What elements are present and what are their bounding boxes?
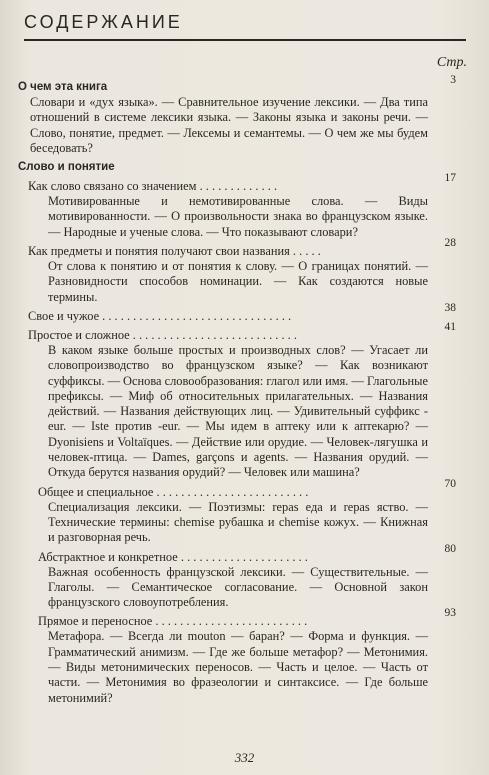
page-folio: 332: [234, 750, 255, 765]
entry-page-number: 28: [444, 237, 456, 250]
entry-page-number: 80: [444, 542, 456, 555]
entry-title: Как предметы и понятия получают свои названия . . . . .: [28, 244, 321, 259]
title-rule: [24, 39, 466, 41]
entry-title: Простое и сложное . . . . . . . . . . . . . . . . . . . . . . . . . . .: [28, 327, 297, 342]
toc-entry-indented: [18, 542, 468, 611]
section-page-number: 3: [450, 74, 456, 86]
part-title: Слово и понятие: [18, 161, 115, 174]
toc-entry-indented: [18, 607, 468, 705]
toc-entry: [18, 172, 468, 240]
section-title: О чем эта книга: [18, 81, 108, 93]
toc-entry: [18, 237, 468, 305]
entry-description: От слова к понятию и от понятия к слову. — О границах понятий. — Разновидности способов номинации. — Как создаются новые термины.: [48, 259, 428, 304]
entry-page-number: 17: [444, 172, 456, 185]
entry-page-number: 70: [444, 477, 456, 490]
entry-description: Метафора. — Всегда ли mouton — баран? — Форма и функция. — Грамматический анимизм. — Где же больше метафор? — Метонимия. — Виды метонимических переносов. — Часть и целое. — Часть от части. — Метонимия во фразеологии и синтаксисе. — Где больше метонимий?: [48, 629, 428, 705]
entry-title: Свое и чужое . . . . . . . . . . . . . . . . . . . . . . . . . . . . . . .: [28, 308, 292, 323]
entry-description: Мотивированные и немотивированные слова. — Виды мотивированности. — О произвольности знака во французском языке. — Народные и ученые слова. — Что показывают словари?: [48, 194, 428, 239]
entry-title: Прямое и переносное . . . . . . . . . . . . . . . . . . . . . . . . .: [38, 614, 308, 629]
page-title: СОДЕРЖАНИЕ: [24, 12, 183, 32]
section-description: Словари и «дух языка». — Сравнительное изучение лексики. — Два типа отношений в системе лексики языка. — Законы языка и законы речи. — Слово, понятие, предмет. — Лексемы и семантемы. — О чем же мы будем беседовать?: [30, 95, 428, 155]
entry-description: Важная особенность французской лексики. — Существительные. — Глаголы. — Семантическое согласование. — Основной закон французского словоупотребления.: [48, 564, 428, 610]
entry-page-number: 38: [444, 301, 456, 314]
toc-entry: [18, 301, 468, 324]
table-of-contents: [18, 74, 468, 706]
toc-entry: [18, 320, 468, 481]
page-column-label: Стр.: [436, 55, 467, 70]
toc-section-intro: [18, 74, 468, 156]
entry-description: Специализация лексики. — Поэтизмы: repas еда и repas яство. — Технические термины: chemise рубашка и chemise кожух. — Книжная и разговорная речь.: [48, 499, 428, 545]
toc-entry-indented: [18, 477, 468, 546]
entry-description: В каком языке больше простых и производных слов? — Угасает ли словопроизводство во французском языке? — Как возникают суффиксы. — Основа словообразования: глагол или имя. — Глагольные префиксы. — Миф об относительных прилагательных. — Названия действий. — Названия действующих лиц. — Удивительный суффикс -eur. — Iste против -eur. — Мы идем в аптеку или к аптекарю? — Dyonisiens и Voltaïques. — Действие или орудие. — Человек-лягушка и человек-птица. — Dames, garçons и agents. — Названия орудий. — Откуда берутся названия орудий? — Человек или машина?: [48, 342, 428, 480]
page-header: [24, 12, 466, 41]
entry-title: Как слово связано со значением . . . . . . . . . . . . .: [28, 179, 278, 194]
entry-page-number: 41: [444, 320, 456, 333]
entry-title: Общее и специальное . . . . . . . . . . . . . . . . . . . . . . . . .: [38, 484, 309, 499]
entry-page-number: 93: [444, 607, 456, 620]
entry-title: Абстрактное и конкретное . . . . . . . . . . . . . . . . . . . . .: [38, 549, 308, 564]
